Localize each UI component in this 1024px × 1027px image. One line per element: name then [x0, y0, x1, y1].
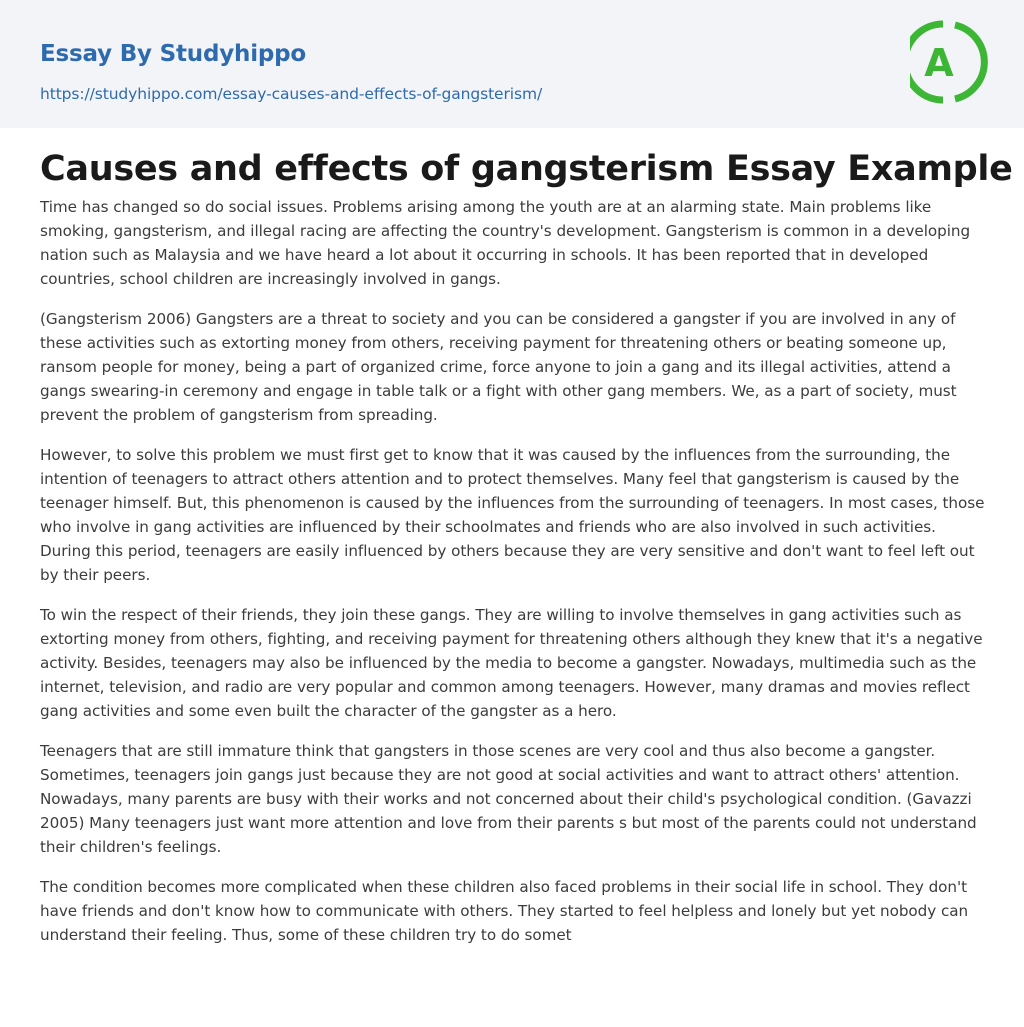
essay-paragraph: Teenagers that are still immature think that gangsters in those scenes are very cool and thus also become a gangster. Sometimes, teenagers join gangs just because they are not good at social activities and want to attract others' attention. Nowadays, many parents are busy with their works and not concerned about their child's psychological condition. (Gavazzi 2005) Many teenagers just want more attention and love from their parents s but most of the parents could not understand their children's feelings. [40, 742, 977, 856]
essay-body [40, 195, 986, 947]
essay-paragraph: The condition becomes more complicated when these children also faced problems in their social life in school. They don't have friends and don't know how to communicate with others. They started to feel helpless and lonely but yet nobody can understand their feeling. Thus, some of these children try to do somet [40, 878, 969, 944]
brand-title: Essay By Studyhippo [40, 41, 307, 67]
logo-letter: A [924, 41, 954, 85]
site-header [0, 0, 1024, 128]
studyhippo-logo-icon[interactable] [910, 18, 988, 106]
essay-content [40, 128, 1013, 963]
essay-paragraph: Time has changed so do social issues. Problems arising among the youth are at an alarming state. Main problems like smoking, gangsterism, and illegal racing are affecting the country's development. Gangsterism is common in a developing nation such as Malaysia and we have heard a lot about it occurring in schools. It has been reported that in developed countries, school children are increasingly involved in gangs. [40, 198, 971, 288]
essay-paragraph: (Gangsterism 2006) Gangsters are a threat to society and you can be considered a gangster if you are involved in any of these activities such as extorting money from others, receiving payment for threatening others or beating someone up, ransom people for money, being a part of organized crime, force anyone to join a gang and its illegal activities, attend a gangs swearing-in ceremony and engage in table talk or a fight with other gang members. We, as a part of society, must prevent the problem of gangsterism from spreading. [40, 310, 957, 424]
source-url-link[interactable]: https://studyhippo.com/essay-causes-and-effects-of-gangsterism/ [40, 85, 543, 103]
essay-title: Causes and effects of gangsterism Essay Example [40, 149, 1013, 189]
essay-paragraph: To win the respect of their friends, they join these gangs. They are willing to involve themselves in gang activities such as extorting money from others, fighting, and receiving payment for threatening others although they knew that it's a negative activity. Besides, teenagers may also be influenced by the media to become a gangster. Nowadays, multimedia such as the internet, television, and radio are very popular and common among teenagers. However, many dramas and movies reflect gang activities and some even built the character of the gangster as a hero. [40, 606, 983, 720]
essay-paragraph: However, to solve this problem we must first get to know that it was caused by the influences from the surrounding, the intention of teenagers to attract others attention and to protect themselves. Many feel that gangsterism is caused by the teenager himself. But, this phenomenon is caused by the influences from the surrounding of teenagers. In most cases, those who involve in gang activities are influenced by their schoolmates and friends who are also involved in such activities. During this period, teenagers are easily influenced by others because they are very sensitive and don't want to feel left out by their peers. [40, 446, 985, 584]
